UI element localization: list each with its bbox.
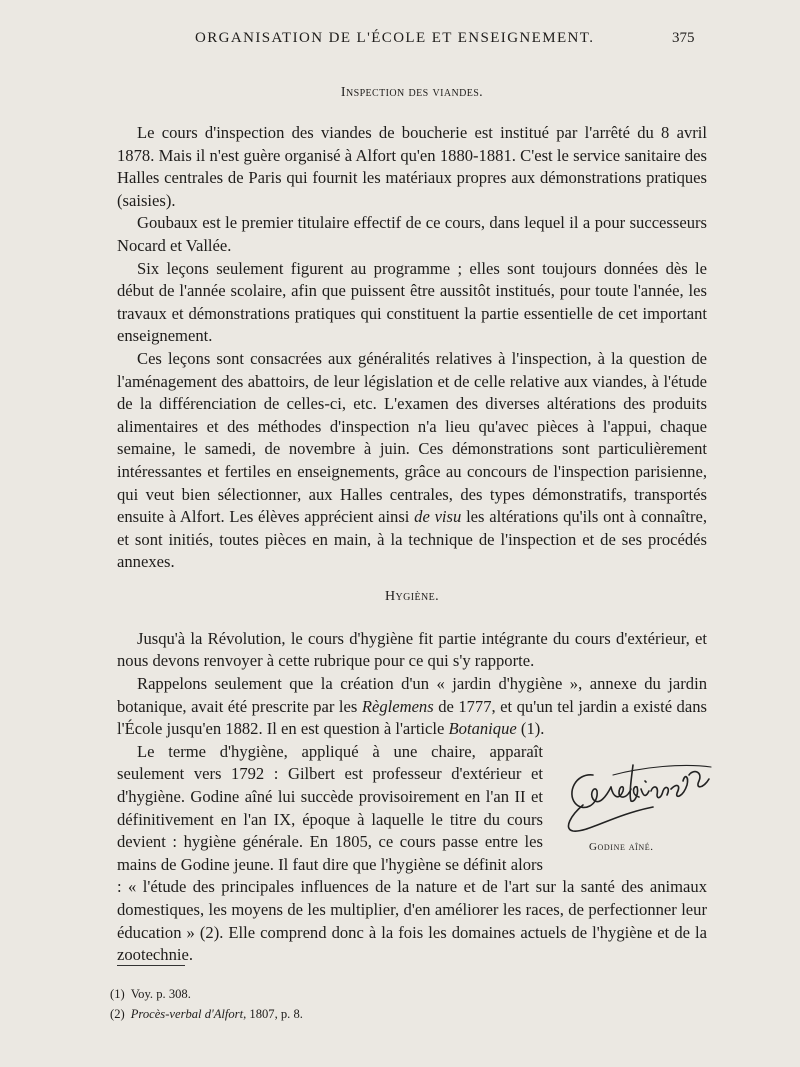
paragraph [117,348,707,574]
running-title: ORGANISATION DE L'ÉCOLE ET ENSEIGNEMENT. [195,30,595,46]
text-run: de 1777, et qu'un tel jardin a existé dans l'École jusqu'en 1882. Il en est question à l'article [117,696,707,739]
footnote-number: (1) [110,987,125,1001]
running-head [0,30,800,54]
paragraph: Goubaux est le premier titulaire effectif de ce cours, dans lequel il a pour successeurs Nocard et Vallée. [117,213,707,255]
footnote-italic-text: Procès-verbal d'Alfort [130,1007,244,1021]
paragraph [117,673,707,741]
paragraph: Le terme d'hygiène, appliqué à une chaire, apparaît seulement vers 1792 : Gilbert est professeur d'extérieur et d'hygiène. Godine aîné lui succède provisoirement en l'an II et définitivement en l'an IX, époque à laquelle le titre du cours devient : hygiène générale. En 1805, ce cours passe entre les mains de Godine jeune. Il faut dire que l'hygiène se définit alors : « l'étude des principales influences de la nature et de l'art sur la santé des animaux domestiques, les moyens de les multiplier, d'en améliorer les races, de perfectionner leur éducation » (2). Elle comprend donc à la fois les domaines actuels de l'hygiène et de la zootechnie. [117,741,707,965]
footnote-number: (2) [110,1007,125,1021]
text-run: Rappelons seulement que la création d'un « jardin d'hygiène », annexe du jardin botanique, avait été prescrite par les [117,674,707,716]
paragraph: Six leçons seulement figurent au programme ; elles sont toujours données dès le début de l'année scolaire, afin que puissent être aussitôt institués, pour toute l'année, les travaux et démonstrations pratiques qui constituent la partie essentielle de cet important enseignement. [117,258,707,346]
footnote-text: , 1807, p. 8. [243,1007,303,1021]
footnotes [110,984,630,1024]
footnote-1 [110,984,630,1004]
text-run: (1). [520,719,545,739]
signature-caption: Godine aîné. [589,840,654,853]
footnote-rule [117,965,185,966]
section-heading-inspection: Inspection des viandes. [340,85,484,100]
signature-image [553,745,715,841]
section-heading-hygiene: Hygiène. [384,588,440,604]
signature-wrap-block [117,741,707,967]
text-run: Ces leçons sont consacrées aux généralités relatives à l'inspection, à la question de l'aménagement des abattoirs, de leur législation et de celle relative aux viandes, à l'étude de la différenciation de celles-ci, etc. L'examen des diverses altérations des produits alimentaires et des méthodes d'inspection n'a lieu qu'avec pièces à l'appui, chaque semaine, le samedi, de novembre à juin. Ces démonstrations sont particulièrement intéressantes et fertiles en enseignements, grâce au concours de l'inspection parisienne, qui veut bien sélectionner, aux Halles centrales, des types démonstratifs, transportés ensuite à Alfort. Les élèves apprécient ainsi [117,348,707,527]
footnote-2 [110,1004,630,1024]
italic-text: Botanique [448,719,517,739]
paragraph: Jusqu'à la Révolution, le cours d'hygiène fit partie intégrante du cours d'extérieur, et nous devons renvoyer à cette rubrique pour ce qui s'y rapporte. [117,628,707,671]
italic-text: Règlemens [361,696,434,716]
footnote-text: Voy. p. 308. [130,987,191,1001]
page-body [117,82,707,967]
paragraph: Le cours d'inspection des viandes de boucherie est institué par l'arrêté du 8 avril 1878. Mais il n'est guère organisé à Alfort qu'en 1880-1881. C'est le service sanitaire des Halles centrales de Paris qui fournit les matériaux propres aux démonstrations pratiques (saisies). [117,123,707,210]
text-run: les altérations qu'ils ont à connaître, et sont initiés, toutes pièces en main, à la technique de l'inspection et de ses procédés annexes. [117,507,707,572]
signature-figure [553,745,715,861]
italic-text: de visu [414,507,462,527]
page-number: 375 [672,30,695,46]
